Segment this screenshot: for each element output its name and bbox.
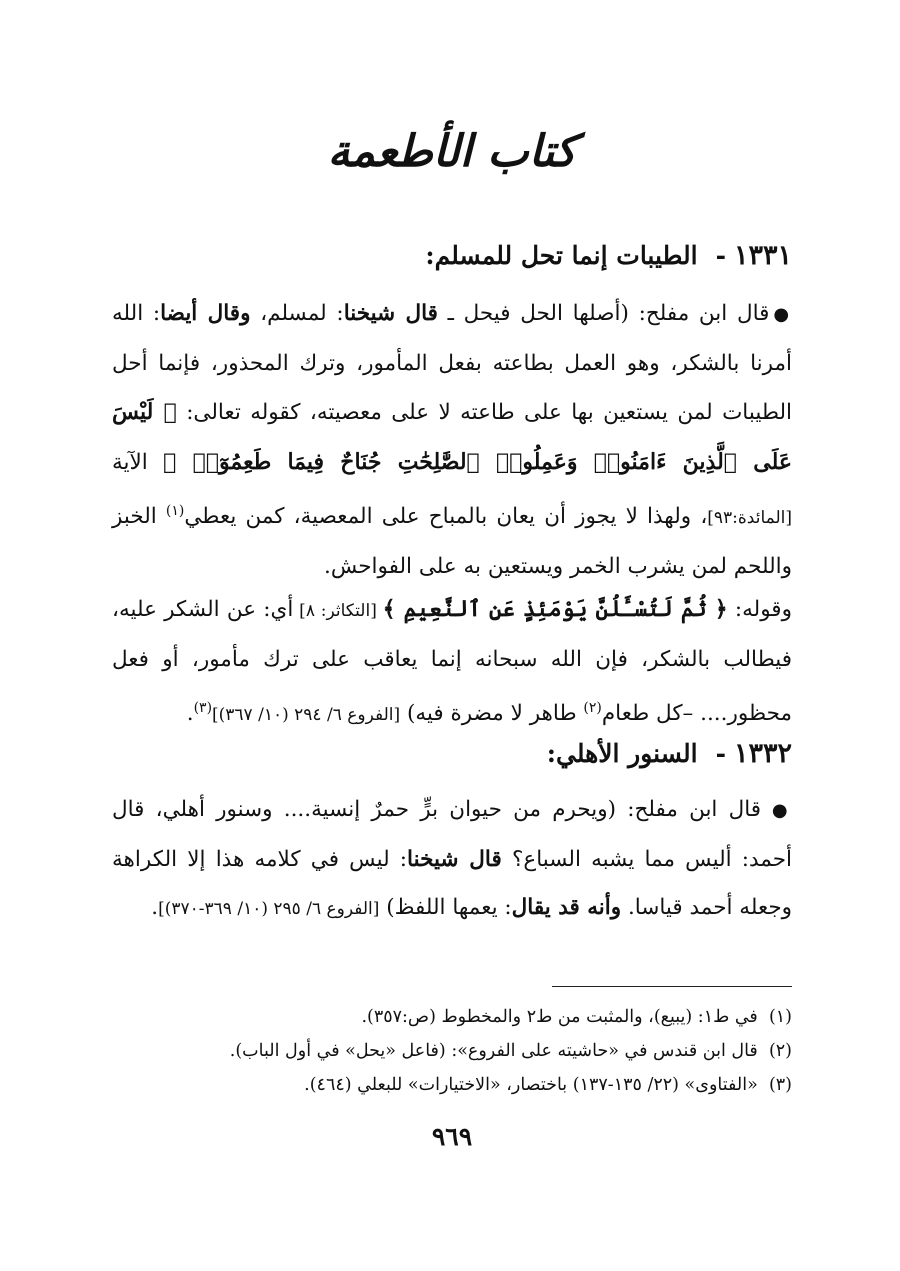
paragraph-text: : لمسلم، [250,301,344,326]
footnote-item [112,1000,792,1034]
paragraph-ibn-muflih-tayyibat [112,290,792,591]
paragraph-text: : يعمها اللفظ) [379,895,512,920]
footnote-text: «الفتاوى» (٢٢/ ١٣٥-١٣٧) باختصار، «الاختيارات» للبعلي (٤٦٤). [304,1075,758,1095]
footnote-marker[interactable]: (١) [165,503,185,519]
bullet-icon: ● [773,304,792,325]
footnote-number: (٢) [768,1041,792,1061]
section-number: ١٣٣١ [733,240,792,271]
section-title: الطيبات إنما تحل للمسلم: [425,241,698,270]
bold-phrase: قال شيخنا [343,301,438,326]
paragraph-text: ، ولهذا لا يجوز أن يعان بالمباح على المعصية، كمن يعطي [184,504,708,530]
footnote-text: قال ابن قندس في «حاشيته على الفروع»: (فاعل «يحل» في أول الباب). [229,1041,758,1061]
quran-verse: ﴿ ثُمَّ لَتُسْـَٔلُنَّ يَوْمَئِذٍ عَنِ ٱلنَّعِيمِ ﴾ [382,596,728,622]
paragraph-text: : الله أمرنا بالشكر، وهو العمل بطاعته بفعل المأمور، وترك المحذور، فإنما أحل الطيبات لمن يستعين بها على طاعته لا على معصيته، كقوله تعالى: [112,301,792,425]
footnote-number: (٣) [768,1075,792,1095]
paragraph-text: وقوله: [727,597,792,622]
section-title: السنور الأهلي: [546,739,698,768]
paragraph-text: طاهر لا مضرة فيه) [400,701,584,727]
bold-phrase: وقال أيضا [160,301,251,326]
paragraph-sinnawr [112,786,792,934]
verse-reference: [المائدة:٩٣] [707,508,793,529]
footnote-text: في ط١: (يبيع)، والمثبت من ط٢ والمخطوط (ص:٣٥٧). [361,1007,758,1027]
bold-phrase: قال شيخنا [407,846,502,872]
footnote-marker[interactable]: (٣) [193,700,213,716]
footnote-marker[interactable]: (٢) [583,700,602,716]
paragraph-text: قال ابن مفلح: (ويحرم من حيوان برٍّ حمرٌ إنسية.... وسنور أهلي، قال أحمد: أليس مما يشبه السباع؟ [112,797,792,872]
paragraph-text: الخبز واللحم لمن يشرب الخمر ويستعين به على الفواحش. [112,504,792,579]
paragraph-text: . [186,701,194,727]
section-number: ١٣٣٢ [733,738,792,769]
section-separator: - [715,241,726,270]
footnotes [112,1000,792,1102]
bold-phrase: وأنه قد يقال [511,895,622,920]
paragraph-takathur [112,585,792,740]
bullet-icon: ● [771,800,792,821]
page-number: ٩٦٩ [431,1122,473,1151]
quran-verse: ﴿ لَيْسَ عَلَى ٱلَّذِينَ ءَامَنُوا۟ وَعَمِلُوا۟ ٱلصَّٰلِحَٰتِ جُنَاحٌ فِيمَا طَعِمُوٓا۟ ﴾ [112,399,792,475]
verse-reference: [التكاثر: ٨] [293,601,383,621]
section-heading-1331 [112,240,792,271]
section-heading-1332 [112,738,792,769]
paragraph-text: : ليس في كلامه هذا إلا الكراهة وجعله أحمد قياسا. [112,846,792,920]
paragraph-text: . [151,895,159,920]
section-separator: - [715,739,726,768]
source-reference: [الفروع ٦/ ٢٩٥ (١٠/ ٣٦٩-٣٧٠)] [158,899,380,919]
footnote-item [112,1068,792,1102]
source-reference: [الفروع ٦/ ٢٩٤ (١٠/ ٣٦٧)] [212,705,401,726]
paragraph-text: الآية [112,449,164,475]
book-title: كتاب الأطعمة [327,126,577,177]
footnote-item [112,1034,792,1068]
paragraph-text: قال ابن مفلح: (أصلها الحل فيحل ـ [437,301,770,326]
footnote-number: (١) [768,1007,792,1027]
paragraph-text: أي: عن الشكر عليه، فيطالب بالشكر، فإن الله سبحانه إنما يعاقب على ترك مأمور، أو فعل محظور.... –كل طعام [112,597,792,727]
footnote-divider [552,986,792,987]
